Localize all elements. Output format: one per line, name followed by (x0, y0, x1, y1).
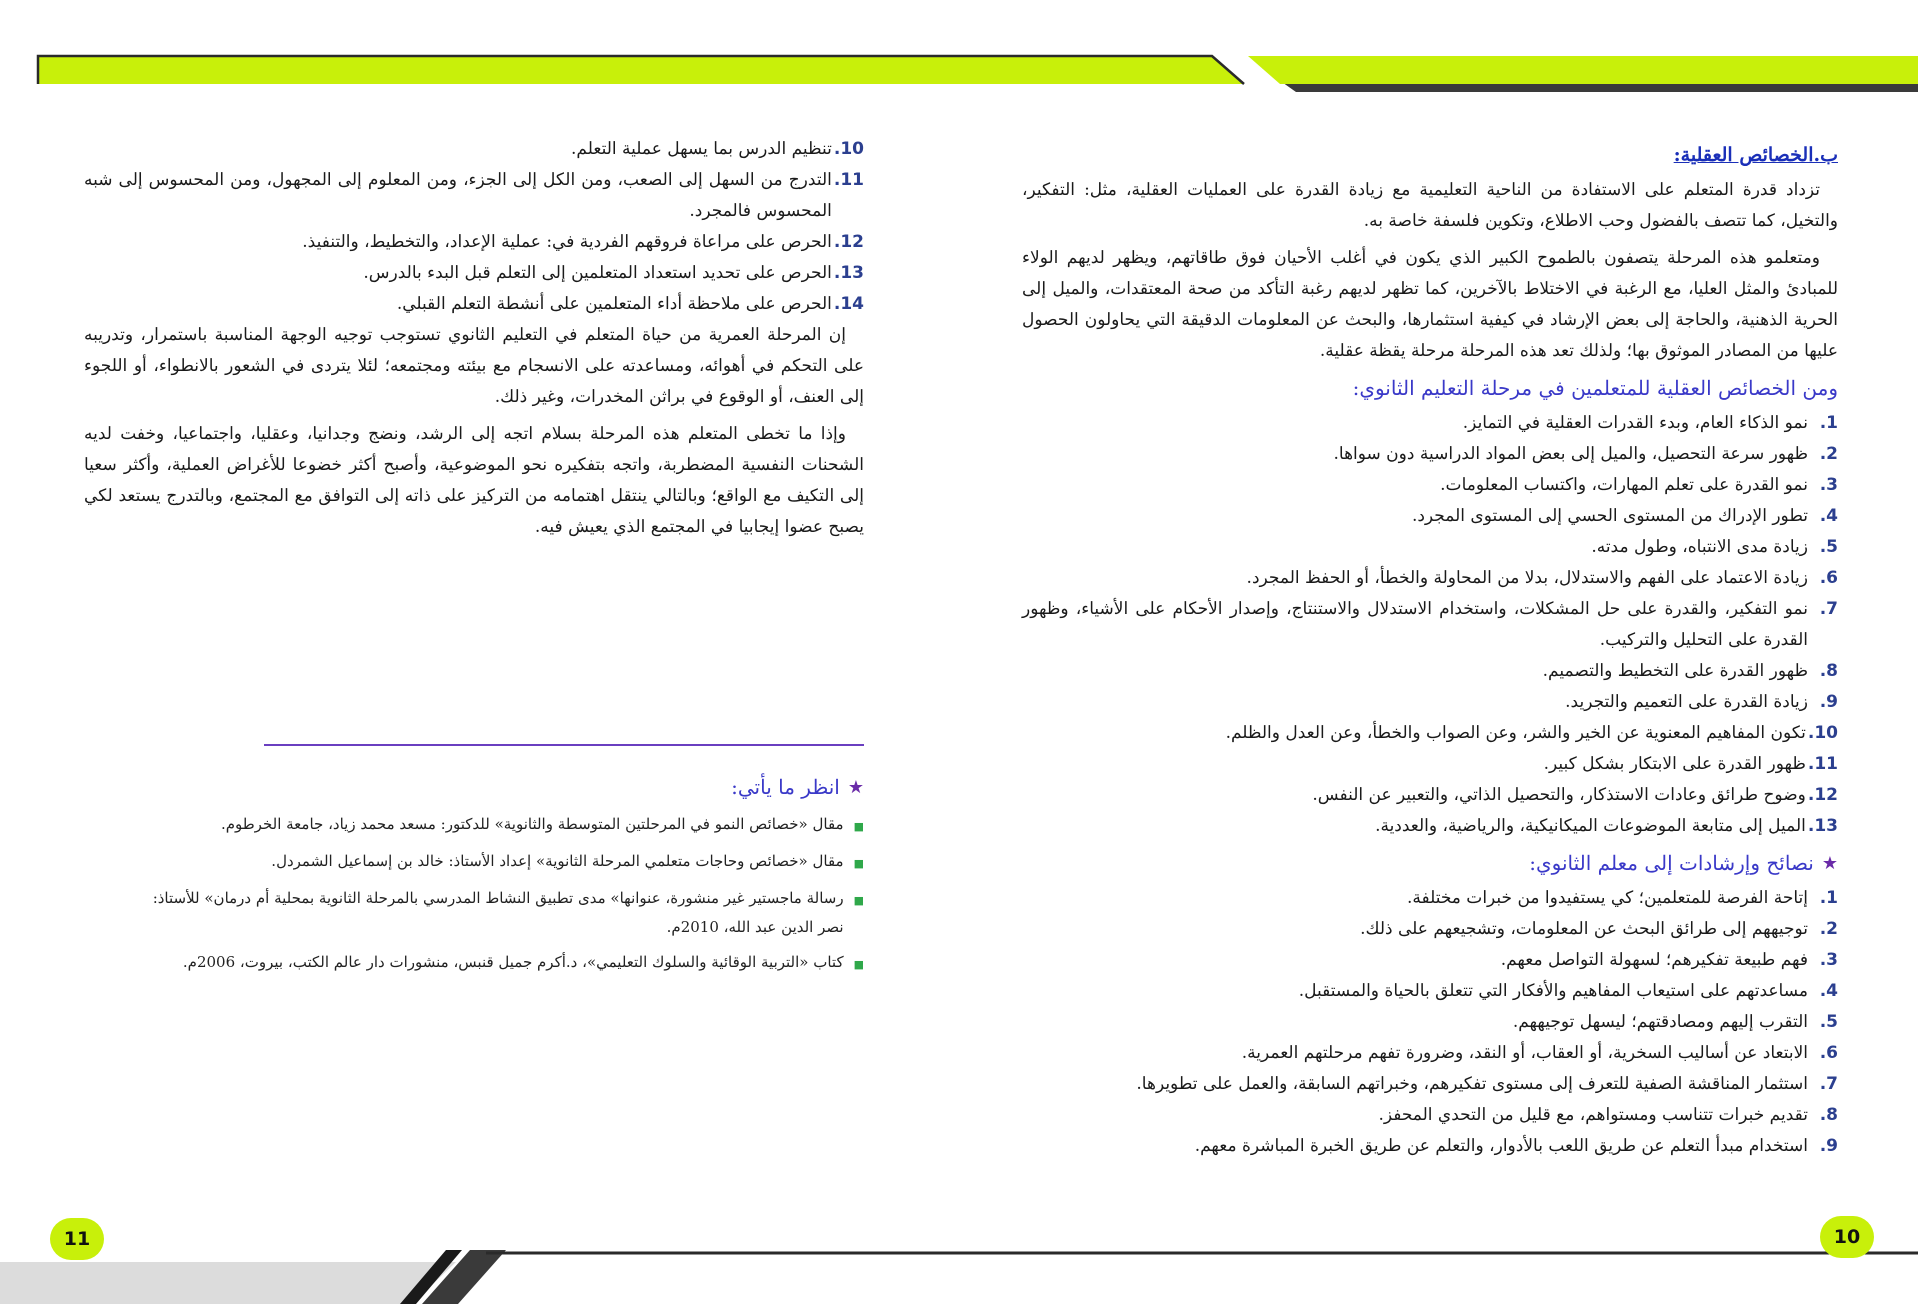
continued-list (84, 134, 864, 320)
item-text: استخدام مبدأ التعلم عن طريق اللعب بالأدوار، والتعلم عن طريق الخبرة المباشرة معهم. (1194, 1136, 1808, 1156)
references-section (150, 766, 864, 807)
item-text: استثمار المناقشة الصفية للتعرف إلى مستوى تفكيرهم، وخبراتهم السابقة، والعمل على تطويرها. (1136, 1074, 1808, 1094)
bullet-icon: ■ (853, 857, 864, 870)
item-text: وضوح طرائق وعادات الاستذكار، والتحصيل الذاتي، والتعبير عن النفس. (1312, 785, 1806, 805)
item-text: ظهور سرعة التحصيل، والميل إلى بعض المواد الدراسية دون سواها. (1333, 444, 1808, 464)
item-number: 13. (1807, 816, 1838, 836)
list-item (1022, 749, 1838, 780)
body-paragraph-2: وإذا ما تخطى المتعلم هذه المرحلة بسلام اتجه إلى الرشد، ونضج وجدانيا، وعقليا، واجتماعيا، وخفت لديه الشحنات النفسية المضطربة، واتجه بتفكيره نحو الموضوعية، وأصبح أكثر خضوعا للأغراض العملية، وأكثر سعيا إلى التكيف مع الواقع؛ وبالتالي ينتقل اهتمامه من التركيز على ذاته إلى التوافق مع المجتمع، وبالتدرج يستعد لكي يصبح عضوا إيجابيا في المجتمع الذي يعيش فيه. (84, 424, 864, 537)
section-title-mental-traits: ب.الخصائص العقلية: (1673, 144, 1838, 166)
item-number: 1. (1819, 413, 1838, 433)
item-number: 2. (1819, 444, 1838, 464)
item-number: 4. (1819, 981, 1838, 1001)
item-number: 9. (1819, 692, 1838, 712)
list-item (1022, 1007, 1838, 1038)
list-item (1022, 470, 1838, 501)
list-item (1022, 408, 1838, 439)
reference-text: مقال «خصائص وحاجات متعلمي المرحلة الثانوية» إعداد الأستاذ: خالد بن إسماعيل الشمردل. (271, 852, 844, 870)
list-item (1022, 811, 1838, 842)
item-text: التقرب إليهم ومصادقتهم؛ ليسهل توجيههم. (1512, 1012, 1808, 1032)
list-item (1022, 945, 1838, 976)
list-item (1022, 718, 1838, 749)
item-text: الحرص على ملاحظة أداء المتعلمين على أنشطة التعلم القبلي. (396, 294, 832, 314)
item-number: 6. (1819, 568, 1838, 588)
item-number: 8. (1819, 1105, 1838, 1125)
top-right-band (1248, 56, 1918, 84)
item-text: تنظيم الدرس بما يسهل عملية التعلم. (571, 139, 832, 159)
body-paragraph-1: إن المرحلة العمرية من حياة المتعلم في التعليم الثانوي تستوجب توجيه الوجهة المناسبة باستمرار، وتدريبه على التحكم في أهوائه، ومساعدته على الانسجام مع بيئته ومجتمعه؛ لئلا يتردى في الشعور بالانطواء، أو اللجوء إلى العنف، أو الوقوع في براثن المخدرات، وغير ذلك. (84, 325, 864, 407)
see-also-title (150, 772, 864, 803)
list-item (84, 227, 864, 258)
item-number: 3. (1819, 950, 1838, 970)
item-text: الحرص على مراعاة فروقهم الفردية في: عملية الإعداد، والتخطيط، والتنفيذ. (302, 232, 832, 252)
reference-item (140, 884, 864, 942)
item-text: توجيههم إلى طرائق البحث عن المعلومات، وتشجيعهم على ذلك. (1360, 919, 1808, 939)
item-number: 11. (833, 170, 864, 190)
mental-traits-subtitle: ومن الخصائص العقلية للمتعلمين في مرحلة التعليم الثانوي: (1352, 376, 1838, 400)
item-text: الميل إلى متابعة الموضوعات الميكانيكية، والرياضية، والعددية. (1375, 816, 1806, 836)
item-number: 13. (833, 263, 864, 283)
bullet-icon: ■ (853, 894, 864, 907)
list-item (84, 134, 864, 165)
bullet-icon: ■ (853, 820, 864, 833)
list-item (1022, 1038, 1838, 1069)
list-item (1022, 532, 1838, 563)
star-icon: ★ (847, 777, 864, 798)
reference-item (140, 847, 864, 878)
item-number: 8. (1819, 661, 1838, 681)
mental-traits-list (1022, 408, 1838, 842)
item-number: 2. (1819, 919, 1838, 939)
references-separator (264, 744, 864, 746)
references-list (140, 810, 864, 985)
item-number: 10. (833, 139, 864, 159)
list-item (1022, 1100, 1838, 1131)
list-item (1022, 687, 1838, 718)
list-item (1022, 656, 1838, 687)
item-text: التدرج من السهل إلى الصعب، ومن الكل إلى الجزء، ومن المعلوم إلى المجهول، ومن المحسوس إلى شبه المحسوس فالمجرد. (84, 170, 832, 221)
item-text: ظهور القدرة على الابتكار بشكل كبير. (1543, 754, 1806, 774)
item-text: زيادة القدرة على التعميم والتجريد. (1565, 692, 1808, 712)
advice-list (1022, 883, 1838, 1162)
list-item (84, 258, 864, 289)
reference-item (140, 948, 864, 979)
item-text: تقديم خبرات تتناسب ومستواهم، مع قليل من التحدي المحفز. (1378, 1105, 1808, 1125)
reference-text: مقال «خصائص النمو في المرحلتين المتوسطة والثانوية» للدكتور: مسعد محمد زياد، جامعة الخرطوم. (220, 815, 844, 833)
item-text: نمو الذكاء العام، وبدء القدرات العقلية في التمايز. (1462, 413, 1808, 433)
item-number: 12. (1807, 785, 1838, 805)
item-text: تطور الإدراك من المستوى الحسي إلى المستوى المجرد. (1411, 506, 1808, 526)
top-left-band (38, 56, 1244, 84)
item-text: الحرص على تحديد استعداد المتعلمين إلى التعلم قبل البدء بالدرس. (363, 263, 832, 283)
list-item (1022, 501, 1838, 532)
item-number: 4. (1819, 506, 1838, 526)
intro-paragraph-2: ومتعلمو هذه المرحلة يتصفون بالطموح الكبير الذي يكون في أغلب الأحيان فوق طاقاتهم، ويظهر لديهم الولاء للمبادئ والمثل العليا، مع الرغبة في الاختلاط بالآخرين، كما تظهر لديهم رغبة التأكد من صحة المعتقدات، والميل إلى الحرية الذهنية، والحاجة إلى بعض الإرشاد في كيفية استثمارها، والبحث عن المعلومات الدقيقة التي يحاولون الحصول عليها من المصادر الموثوق بها؛ ولذلك تعد هذه المرحلة مرحلة يقظة عقلية. (1022, 248, 1838, 361)
item-number: 11. (1807, 754, 1838, 774)
item-number: 1. (1819, 888, 1838, 908)
list-item (1022, 1131, 1838, 1162)
item-number: 5. (1819, 1012, 1838, 1032)
list-item (1022, 883, 1838, 914)
list-item (84, 165, 864, 227)
item-number: 9. (1819, 1136, 1838, 1156)
see-also-title-text: انظر ما يأتي: (731, 775, 840, 799)
advice-title (1022, 848, 1838, 879)
item-text: تكون المفاهيم المعنوية عن الخير والشر، وعن الصواب والخطأ، وعن العدل والظلم. (1225, 723, 1806, 743)
intro-paragraph-1: تزداد قدرة المتعلم على الاستفادة من الناحية التعليمية مع زيادة القدرة على العمليات العقلية، مثل: التفكير، والتخيل، كما تتصف بالفضول وحب الاطلاع، وتكوين فلسفة خاصة به. (1022, 180, 1838, 231)
list-item (1022, 914, 1838, 945)
bottom-left-gray-band (0, 1262, 456, 1304)
item-number: 14. (833, 294, 864, 314)
right-page-column (1022, 140, 1838, 1162)
page-number-right: 10 (1820, 1216, 1874, 1258)
list-item (84, 289, 864, 320)
list-item (1022, 780, 1838, 811)
list-item (1022, 1069, 1838, 1100)
item-text: مساعدتهم على استيعاب المفاهيم والأفكار التي تتعلق بالحياة والمستقبل. (1298, 981, 1808, 1001)
item-number: 5. (1819, 537, 1838, 557)
left-page-column (84, 134, 864, 549)
item-number: 3. (1819, 475, 1838, 495)
item-number: 7. (1819, 1074, 1838, 1094)
star-icon: ★ (1821, 853, 1838, 874)
item-text: نمو القدرة على تعلم المهارات، واكتساب المعلومات. (1440, 475, 1808, 495)
item-number: 7. (1819, 599, 1838, 619)
advice-title-text: نصائح وإرشادات إلى معلم الثانوي: (1529, 851, 1814, 875)
list-item (1022, 594, 1838, 656)
item-text: نمو التفكير، والقدرة على حل المشكلات، واستخدام الاستدلال والاستنتاج، وإصدار الأحكام على الأشياء، وظهور القدرة على التحليل والتركيب. (1022, 599, 1808, 650)
item-text: الابتعاد عن أساليب السخرية، أو العقاب، أو النقد، وضرورة تفهم مرحلتهم العمرية. (1241, 1043, 1808, 1063)
item-text: زيادة الاعتماد على الفهم والاستدلال، بدلا من المحاولة والخطأ، أو الحفظ المجرد. (1246, 568, 1808, 588)
page-number-left: 11 (50, 1218, 104, 1260)
list-item (1022, 563, 1838, 594)
bullet-icon: ■ (853, 958, 864, 971)
item-text: فهم طبيعة تفكيرهم؛ لسهولة التواصل معهم. (1500, 950, 1808, 970)
item-number: 12. (833, 232, 864, 252)
item-text: زيادة مدى الانتباه، وطول مدته. (1591, 537, 1808, 557)
list-item (1022, 976, 1838, 1007)
item-number: 6. (1819, 1043, 1838, 1063)
list-item (1022, 439, 1838, 470)
reference-text: رسالة ماجستير غير منشورة، عنوانها» مدى تطبيق النشاط المدرسي بالمرحلة الثانوية بمحلية أم درمان» للأستاذ: نصر الدين عبد الله، 2010م. (152, 889, 844, 936)
reference-item (140, 810, 864, 841)
item-text: ظهور القدرة على التخطيط والتصميم. (1542, 661, 1808, 681)
reference-text: كتاب «التربية الوقائية والسلوك التعليمي»، د.أكرم جميل قنبس، منشورات دار عالم الكتب، بيروت، 2006م. (182, 953, 844, 971)
item-text: إتاحة الفرصة للمتعلمين؛ كي يستفيدوا من خبرات مختلفة. (1406, 888, 1808, 908)
item-number: 10. (1807, 723, 1838, 743)
